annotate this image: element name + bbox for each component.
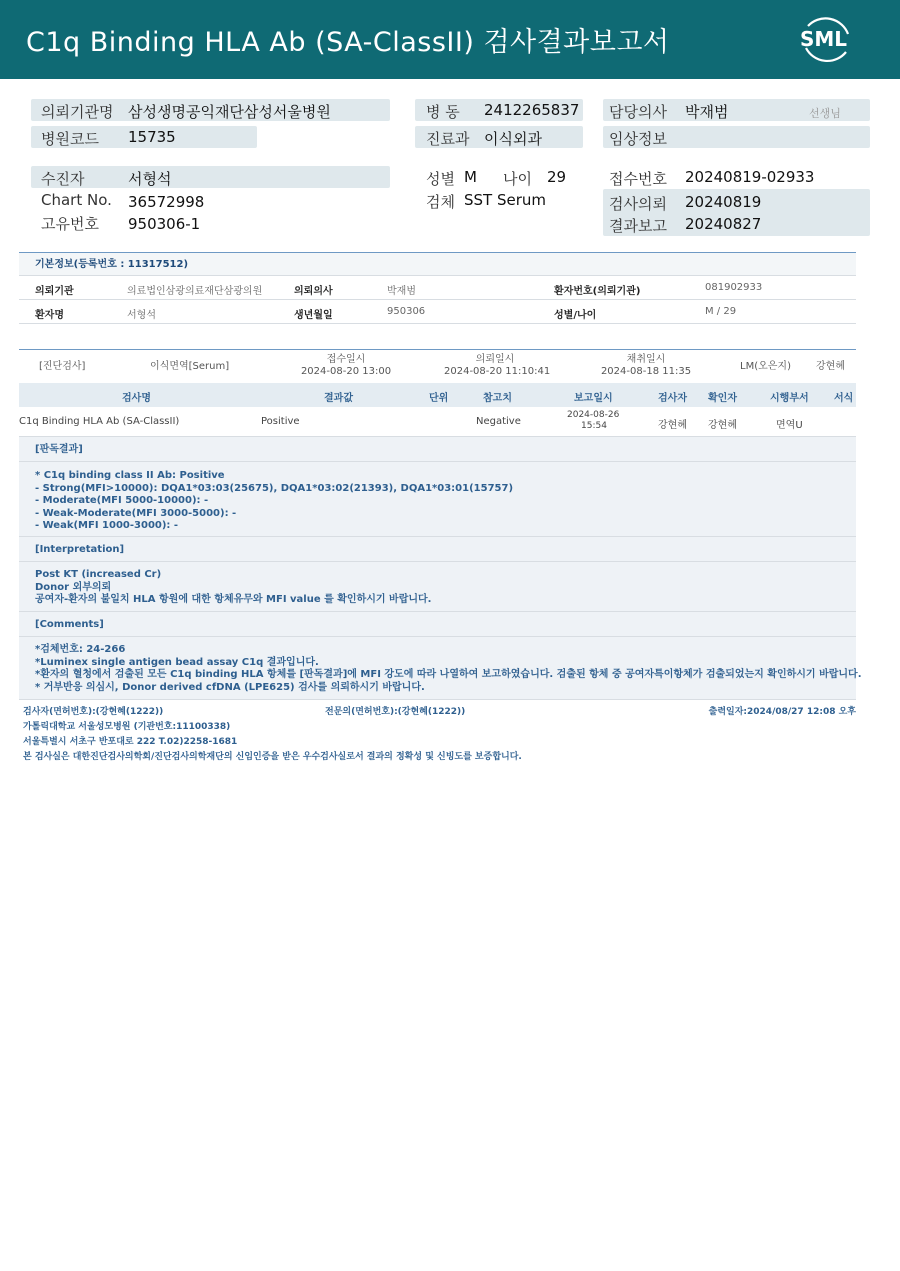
column-header: 서식	[834, 393, 854, 404]
interpretation-section-body	[19, 462, 856, 537]
basic-info-row	[19, 300, 856, 324]
results-table	[19, 349, 862, 700]
section-line: *환자의 혈청에서 검출된 모든 C1q binding HLA 항체를 [판독결과]에 MFI 강도에 따라 나열하여 보고하였습니다. 검출된 항체 중 공여자특이항체가 검출되었는지 확인하시기 바랍니다.	[35, 669, 862, 680]
sex-label: 성별	[426, 170, 455, 188]
sml-logo	[796, 12, 856, 68]
chart-no-label: Chart No.	[41, 191, 112, 209]
column-header: 검사명	[122, 393, 151, 404]
column-header: 확인자	[708, 393, 737, 404]
section-line: - Strong(MFI>10000): DQA1*03:03(25675), DQA1*03:02(21393), DQA1*03:01(15757)	[35, 482, 514, 494]
clinical-info-label: 임상정보	[609, 130, 667, 148]
report-header	[0, 0, 900, 79]
interpretation-en-section-body	[19, 562, 856, 612]
specimen-value: SST Serum	[464, 191, 547, 209]
footer-tester: 검사자(면허번호):(강현혜(1222))	[23, 707, 164, 717]
report-title: C1q Binding HLA Ab (SA-ClassII) 검사결과보고서	[26, 27, 670, 58]
logo-text: SML	[800, 27, 848, 51]
tester: 강현혜	[658, 420, 687, 431]
unique-no-label: 고유번호	[41, 215, 99, 233]
sex-value: M	[464, 168, 477, 186]
request-date-label: 검사의뢰	[609, 195, 667, 213]
results-column-header	[19, 383, 856, 407]
basic-value: M / 29	[705, 306, 737, 317]
footer-specialist: 전문의(면허번호):(강현혜(1222))	[325, 707, 466, 717]
chart-no-value: 36572998	[128, 193, 205, 211]
doctor-label: 담당의사	[609, 103, 667, 121]
section-line: Donor 외부의뢰	[35, 581, 112, 593]
basic-info-title: 기본정보(등록번호 : 11317512)	[19, 252, 856, 276]
column-header: 시행부서	[770, 393, 809, 404]
basic-info-row	[19, 276, 856, 300]
test-name: C1q Binding HLA Ab (SA-ClassII)	[19, 416, 180, 427]
lm-value: LM(오은지)	[740, 361, 791, 372]
report-date-label: 결과보고	[609, 217, 667, 235]
report-date: 2024-08-26	[567, 410, 620, 420]
report-date-value: 20240827	[685, 215, 762, 233]
basic-label: 생년월일	[294, 310, 333, 321]
hospital-code-label: 병원코드	[41, 130, 99, 148]
basic-label: 성별/나이	[554, 310, 597, 321]
age-value: 29	[547, 168, 567, 186]
reviewer-value: 강현혜	[816, 361, 845, 372]
interpretation-section-title: [판독결과]	[19, 437, 856, 462]
sample-category: [진단검사]	[39, 361, 86, 372]
examinee-pill	[31, 166, 390, 188]
footer-certification: 본 검사실은 대한진단검사의학회/진단검사의학재단의 신임인증을 받은 우수검사실로서 결과의 정확성 및 신빙도를 보증합니다.	[23, 752, 522, 762]
section-line: * 거부반응 의심시, Donor derived cfDNA (LPE625) 검사를 의뢰하시기 바랍니다.	[35, 681, 425, 693]
institution-label: 의뢰기관명	[41, 103, 114, 121]
column-header: 참고치	[483, 393, 512, 404]
footer-address: 서울특별시 서초구 반포대로 222 T.02)2258-1681	[23, 737, 238, 747]
reference-value: Negative	[476, 416, 521, 427]
examinee-label: 수진자	[41, 170, 85, 188]
performing-department: 면역U	[776, 420, 803, 431]
receipt-no-label: 접수번호	[609, 170, 667, 188]
interpretation-en-section-title: [Interpretation]	[19, 537, 856, 562]
result-value: Positive	[261, 416, 300, 427]
received-value: 2024-08-20 13:00	[300, 366, 392, 377]
confirmer: 강현혜	[708, 420, 737, 431]
sample-specimen: 이식면역[Serum]	[150, 361, 230, 372]
column-header: 검사자	[658, 393, 687, 404]
section-line: - Moderate(MFI 5000-10000): -	[35, 495, 209, 506]
report-time: 15:54	[581, 421, 607, 431]
table-row	[19, 407, 856, 437]
basic-label: 의뢰의사	[294, 286, 333, 297]
sample-info-row	[19, 349, 856, 383]
basic-value: 950306	[387, 306, 426, 317]
institution-value: 삼성생명공익재단삼성서울병원	[128, 103, 331, 121]
doctor-value: 박재범	[685, 103, 729, 121]
collected-label: 채취일시	[626, 354, 666, 365]
column-header: 보고일시	[574, 393, 613, 404]
column-header: 단위	[429, 393, 449, 404]
receipt-no-value: 20240819-02933	[685, 168, 815, 186]
basic-value: 박재범	[387, 286, 416, 297]
section-line: *Luminex single antigen bead assay C1q 결과입니다.	[35, 656, 319, 668]
section-line: - Weak-Moderate(MFI 3000-5000): -	[35, 507, 237, 519]
section-line: * C1q binding class II Ab: Positive	[35, 470, 225, 481]
department-value: 이식외과	[484, 130, 542, 148]
hospital-code-value: 15735	[128, 128, 176, 146]
request-date-value: 20240819	[685, 193, 762, 211]
requested-label: 의뢰일시	[475, 354, 515, 365]
doctor-suffix: 선생님	[809, 107, 841, 120]
basic-value: 서형석	[127, 310, 156, 321]
footer-hospital: 가톨릭대학교 서울성모병원 (기관번호:11100338)	[23, 722, 231, 732]
section-line: *검체번호: 24-266	[35, 644, 126, 655]
basic-label: 환자명	[35, 310, 64, 321]
received-label: 접수일시	[326, 354, 366, 365]
comments-section-body	[19, 637, 862, 700]
specimen-label: 검체	[426, 193, 455, 211]
age-label: 나이	[503, 170, 532, 188]
requested-value: 2024-08-20 11:10:41	[444, 366, 551, 377]
basic-label: 의뢰기관	[35, 286, 74, 297]
section-line: 공여자-환자의 불일치 HLA 항원에 대한 항체유무와 MFI value 를 확인하시기 바랍니다.	[35, 594, 432, 605]
department-label: 진료과	[426, 130, 470, 148]
comments-section-title: [Comments]	[19, 612, 856, 637]
basic-label: 환자번호(의뢰기관)	[554, 286, 641, 297]
ward-label: 병 동	[426, 103, 460, 121]
examinee-value: 서형석	[128, 170, 172, 188]
collected-value: 2024-08-18 11:35	[600, 366, 692, 377]
basic-value: 의료법인삼광의료재단삼광의원	[127, 286, 263, 297]
basic-value: 081902933	[705, 282, 763, 293]
unique-no-value: 950306-1	[128, 215, 201, 233]
column-header: 결과값	[324, 393, 353, 404]
footer-printed-date: 출력일자:2024/08/27 12:08 오후	[708, 707, 856, 717]
section-line: Post KT (increased Cr)	[35, 569, 162, 580]
basic-info-table	[19, 252, 856, 324]
section-line: - Weak(MFI 1000-3000): -	[35, 520, 179, 531]
ward-value: 2412265837	[484, 101, 580, 119]
